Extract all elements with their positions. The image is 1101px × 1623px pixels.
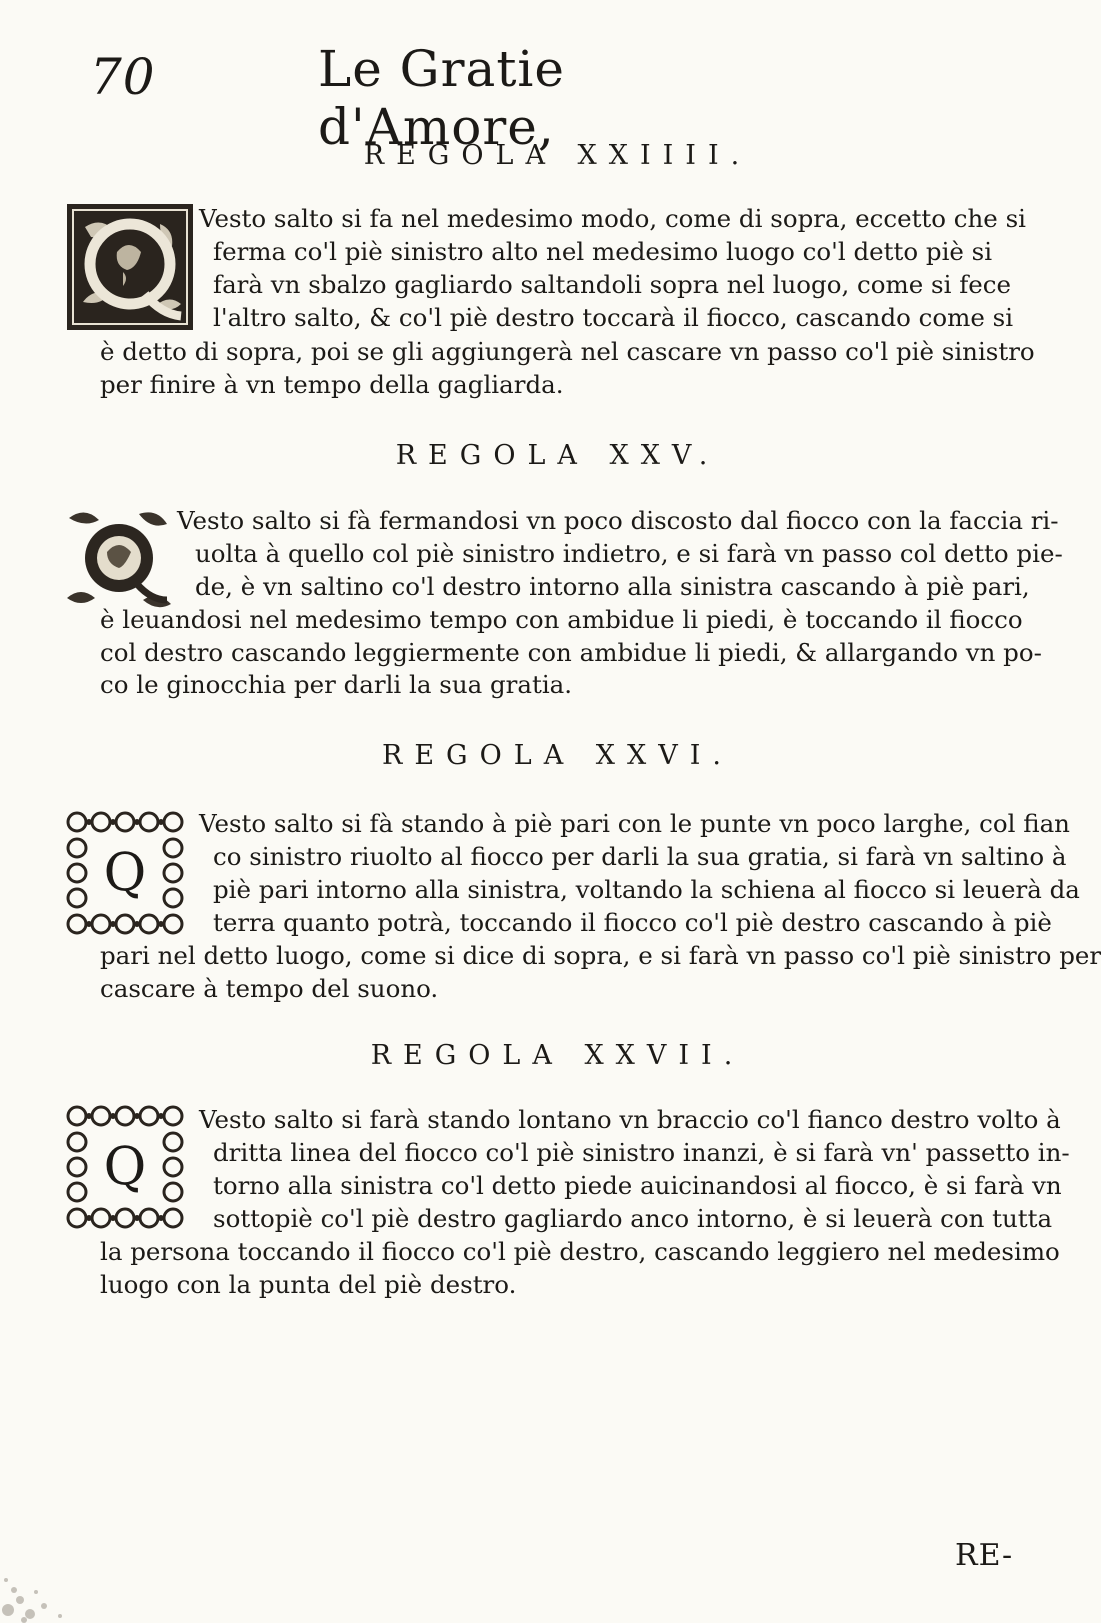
rule-section [95,740,1101,1040]
rule-heading: REGOLA XXV. [395,440,720,471]
rule-section [95,440,1063,740]
catchword: RE- [955,1538,1014,1573]
paper-stain-decoration [0,1540,180,1623]
rule-section [95,1040,1070,1340]
text-line: de, è vn saltino co'l destro intorno alla sinistra cascando à piè pari, [195,572,1030,601]
text-line: luogo con la punta del piè destro. [100,1270,517,1299]
text-line: cascare à tempo del suono. [100,974,439,1003]
running-title: Le Gratie d'Amore, [318,40,566,156]
page-number: 70 [90,48,156,106]
text-line: terra quanto potrà, toccando il fiocco co'l piè destro cascando à piè [213,908,1052,937]
svg-text:Q: Q [103,843,147,903]
dropcap-ornate-icon [65,202,195,332]
text-line: la persona toccando il fiocco co'l piè destro, cascando leggiero nel medesimo [100,1237,1060,1266]
rule-heading: REGOLA XXVI. [382,740,733,771]
text-line: è leuandosi nel medesimo tempo con ambidue li piedi, è toccando il fiocco [100,605,1023,634]
text-line: piè pari intorno alla sinistra, voltando la schiena al fiocco si leuerà da [213,875,1080,904]
dropcap-q-foliate [63,504,175,616]
text-line: col destro cascando leggiermente con ambidue li piedi, & allargando vn po- [100,638,1042,667]
text-line: Vesto salto si fà fermandosi vn poco discosto dal fiocco con la faccia ri- [177,506,1059,535]
text-line: co le ginocchia per darli la sua gratia. [100,670,573,699]
text-line: farà vn sbalzo gagliardo saltandoli sopra nel luogo, come si fece [213,270,1012,299]
text-line: torno alla sinistra co'l detto piede auicinandosi al fiocco, è si farà vn [213,1171,1062,1200]
text-line: pari nel detto luogo, come si dice di sopra, e si farà vn passo co'l piè sinistro per [100,941,1101,970]
text-line: è detto di sopra, poi se gli aggiungerà nel cascare vn passo co'l piè sinistro [100,337,1035,366]
text-line: co sinistro riuolto al fiocco per darli la sua gratia, si farà vn saltino à [213,842,1067,871]
text-line: per finire à vn tempo della gagliarda. [100,370,564,399]
text-line: Vesto salto si fà stando à piè pari con le punte vn poco larghe, col fian [199,809,1070,838]
dropcap-q-ornate-dark [65,202,195,332]
text-line: l'altro salto, & co'l piè destro toccarà il fiocco, cascando come si [213,303,1014,332]
dropcap-knotwork-icon [63,1102,193,1232]
text-line: ferma co'l piè sinistro alto nel medesimo luogo co'l detto piè si [213,237,993,266]
svg-text:Q: Q [103,1137,147,1197]
rule-section [95,140,1035,440]
text-line: Vesto salto si farà stando lontano vn braccio co'l fianco destro volto à [199,1105,1061,1134]
text-line: dritta linea del fiocco co'l piè sinistro inanzi, è si farà vn' passetto in- [213,1138,1070,1167]
rule-heading: REGOLA XXIIII. [363,140,752,171]
text-line: Vesto salto si fa nel medesimo modo, come di sopra, eccetto che si [199,204,1027,233]
rule-heading: REGOLA XXVII. [370,1040,745,1071]
text-line: uolta à quello col piè sinistro indietro, e si farà vn passo col detto pie- [195,539,1063,568]
text-line: sottopiè co'l piè destro gagliardo anco intorno, è si leuerà con tutta [213,1204,1053,1233]
dropcap-q-knotwork [63,808,193,938]
dropcap-knotwork-icon [63,808,193,938]
dropcap-q-knotwork [63,1102,193,1232]
dropcap-foliate-icon [63,504,175,616]
